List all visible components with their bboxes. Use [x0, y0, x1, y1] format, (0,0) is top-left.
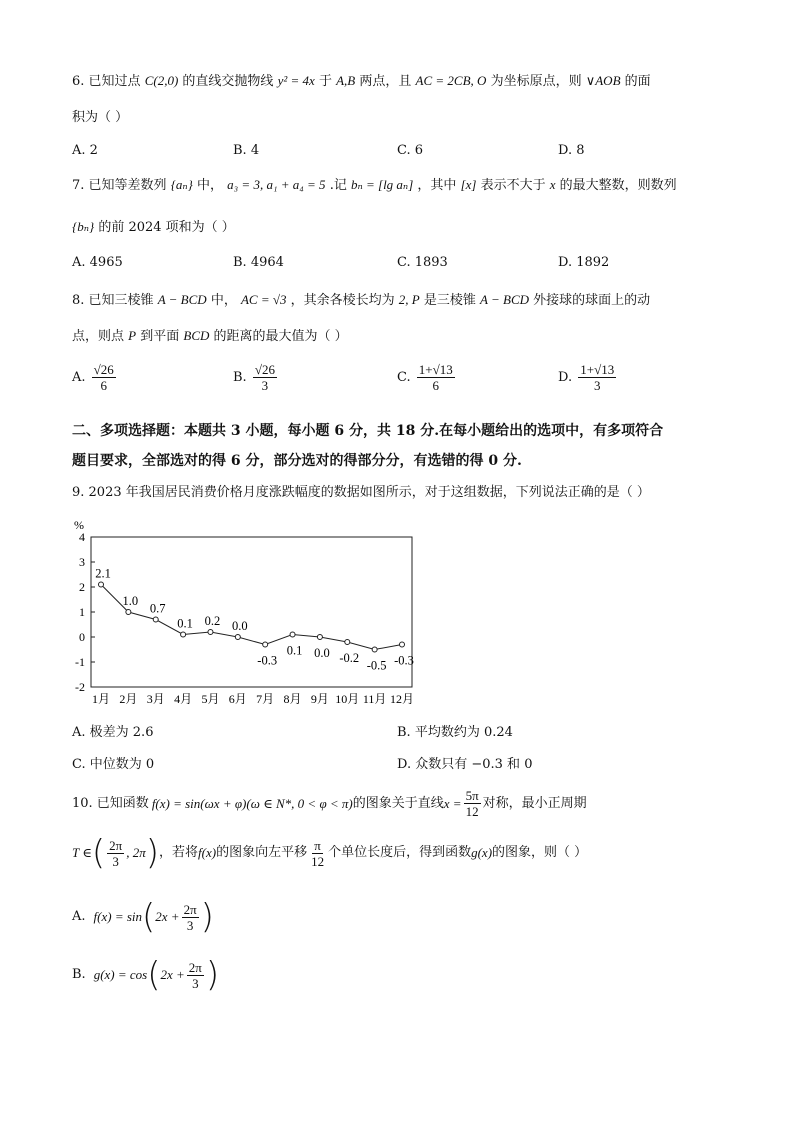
q10-text: 个单位长度后，得到函数 [328, 845, 472, 860]
q8-option-d [558, 362, 618, 393]
q8-point-p: P [128, 328, 137, 343]
q10-interval-end: , 2π [126, 845, 146, 860]
fraction [182, 902, 199, 933]
data-value-label: -0.3 [394, 653, 414, 668]
q7-line1 [72, 176, 677, 195]
denominator: 12 [311, 853, 325, 869]
q8-text: 点，则点 [72, 329, 125, 344]
data-value-label: 0.2 [204, 614, 221, 628]
q10-gx: g(x) [471, 845, 493, 860]
fraction [417, 362, 455, 393]
x-tick-label: 9月 [310, 692, 329, 706]
right-paren: ) [205, 955, 220, 995]
q7-text: 的最大整数，则数列 [559, 178, 677, 193]
x-tick-label: 5月 [201, 692, 220, 706]
data-point [153, 617, 158, 622]
data-value-label: 0.0 [314, 646, 330, 660]
q10-text: 的图象关于直线 [352, 795, 444, 811]
x-tick-label: 7月 [256, 692, 275, 706]
q7-sequence: {aₙ} [170, 177, 193, 192]
fraction [107, 838, 124, 869]
y-tick-label: 2 [79, 580, 85, 594]
denominator: 12 [465, 804, 479, 819]
numerator: 2π [188, 959, 202, 975]
option-label: D. [558, 370, 573, 385]
q7-text: 7. 已知等差数列 [72, 178, 167, 193]
q7-text: 表示不大于 [480, 178, 546, 193]
denominator: 3 [186, 917, 194, 933]
plot-frame [91, 537, 412, 687]
right-paren: ) [145, 833, 159, 873]
fraction [187, 960, 204, 991]
denominator: 6 [100, 378, 107, 393]
q6-text: 的直线交抛物线 [182, 74, 274, 89]
q6-line2: 积为（ ） [72, 110, 129, 125]
q10-axis-eq: x = [443, 795, 462, 811]
data-value-label: 2.1 [95, 566, 111, 581]
data-point [263, 642, 268, 647]
q6-line1 [72, 72, 651, 91]
option-expr: f(x) = sin [93, 909, 143, 924]
data-point [235, 635, 240, 640]
x-tick-label: 12月 [389, 692, 415, 706]
section2-heading-line2: 题目要求，全部选对的得 6 分，部分选对的得部分分，有选错的得 0 分. [72, 453, 522, 469]
data-value-label: 1.0 [122, 594, 139, 608]
data-point [99, 582, 104, 587]
q8-option-a [72, 362, 118, 393]
y-tick-label: 0 [79, 630, 85, 644]
data-value-labels [95, 567, 414, 673]
fraction [578, 362, 616, 393]
q6-points: A,B [336, 73, 356, 88]
x-tick-label: 10月 [335, 692, 360, 706]
q10-constraints: (ω ∈ N*, 0 < φ < π) [246, 795, 353, 811]
q8-line1 [72, 291, 650, 310]
fraction [92, 362, 116, 393]
data-value-label: -0.2 [339, 651, 360, 665]
q10-line2 [72, 833, 588, 873]
left-paren: ( [142, 897, 156, 937]
q10-line1 [72, 788, 587, 819]
q6-option-b: B. 4 [233, 143, 260, 158]
q6-text: 于 [318, 74, 332, 89]
option-label: C. [397, 370, 411, 385]
q8-tetrahedron: A − BCD [157, 292, 207, 307]
option-label: A. [72, 909, 86, 924]
numerator: 1+√13 [418, 362, 453, 377]
denominator: 3 [261, 378, 269, 393]
q9-line-chart [60, 512, 430, 712]
q8-text: 中， [210, 293, 237, 308]
q7-option-a: A. 4965 [72, 255, 123, 270]
fraction [464, 788, 481, 819]
q10-text: 对称，最小正周期 [482, 795, 587, 811]
x-tick-label: 3月 [146, 692, 165, 706]
y-tick-label: 3 [79, 555, 85, 569]
q6-option-c: C. 6 [397, 143, 424, 158]
q7-floor: [x] [460, 177, 477, 192]
q7-text: ，其中 [417, 178, 457, 193]
q8-line2 [72, 327, 348, 346]
q8-option-c [397, 362, 457, 393]
x-tick-label: 1月 [91, 692, 111, 706]
q8-text: 到平面 [140, 329, 180, 344]
q8-text: 的距离的最大值为（ ） [213, 329, 348, 344]
option-inner: 2x + [160, 967, 185, 982]
section2-heading-line1: 二、多项选择题：本题共 3 小题，每小题 6 分，共 18 分.在每小题给出的选项中，有多项符合 [72, 423, 664, 439]
q9-option-a: A. 极差为 2.6 [72, 725, 154, 740]
fraction [309, 838, 326, 869]
data-value-label: 0.1 [177, 616, 193, 631]
numerator: √26 [254, 362, 275, 377]
option-label: B. [72, 967, 86, 982]
data-point [126, 610, 131, 615]
numerator: 1+√13 [580, 362, 615, 377]
q9-option-d: D. 众数只有 −0.3 和 0 [397, 757, 533, 772]
q10-text: ，若将 [159, 845, 199, 860]
denominator: 3 [192, 975, 199, 991]
q7-option-b: B. 4964 [233, 255, 284, 270]
data-point [317, 635, 322, 640]
data-point [208, 630, 213, 635]
q7-text: 中， [197, 178, 224, 193]
x-tick-label: 2月 [119, 692, 138, 706]
data-value-label: 0.0 [232, 619, 248, 633]
q8-text: 8. 已知三棱锥 [72, 293, 154, 308]
q8-plane: BCD [183, 328, 210, 343]
q6-point-c: C(2,0) [144, 73, 179, 88]
option-expr: g(x) = cos [93, 967, 148, 982]
q9-option-b: B. 平均数约为 0.24 [397, 725, 513, 740]
q7-bn-seq: {bₙ} [72, 219, 95, 234]
y-tick-label: -1 [75, 655, 85, 669]
left-paren: ( [91, 833, 106, 873]
q8-length: 2, P [398, 292, 420, 307]
q9-stem: 9. 2023 年我国居民消费价格月度涨跌幅度的数据如图所示，对于这组数据，下列说法正确的是（ ） [72, 485, 650, 500]
data-point [290, 632, 295, 637]
q10-text: 10. 已知函数 [72, 795, 149, 811]
q10-option-a [72, 897, 214, 937]
left-paren: ( [147, 955, 161, 995]
q6-text: 的面 [624, 74, 651, 89]
fraction [253, 362, 277, 393]
denominator: 6 [432, 378, 439, 393]
q10-fx: f(x) [198, 845, 217, 860]
q6-vector-eq: AC = 2CB, O [415, 73, 487, 88]
x-axis-labels [92, 692, 414, 706]
q7-x: x [549, 177, 556, 192]
y-tick-label: 1 [79, 605, 85, 619]
data-point [181, 632, 186, 637]
option-inner: 2x + [155, 909, 180, 924]
numerator: √26 [93, 362, 114, 377]
q8-text: 外接球的球面上的动 [533, 293, 651, 308]
q7-option-c: C. 1893 [397, 255, 448, 270]
x-tick-label: 11月 [362, 692, 387, 706]
data-point [372, 647, 377, 652]
q6-triangle: ∨AOB [585, 73, 621, 88]
q7-line2 [72, 218, 235, 237]
q6-text: 6. 已知过点 [72, 74, 141, 89]
q8-tetrahedron: A − BCD [480, 292, 530, 307]
q7-text: .记 [329, 178, 347, 193]
q8-edge-ac: AC = √3 [240, 292, 287, 307]
y-tick-label: 4 [79, 530, 85, 544]
numerator: 2π [109, 837, 123, 853]
q10-function: f(x) = sin(ωx + φ) [151, 795, 247, 811]
data-value-label: 0.1 [286, 643, 303, 658]
series-line [101, 585, 402, 650]
q9-option-c: C. 中位数为 0 [72, 757, 155, 772]
right-paren: ) [200, 897, 214, 937]
q7-text: 的前 2024 项和为（ ） [98, 220, 235, 235]
q10-period: T ∈ [72, 845, 92, 860]
q10-option-b [72, 955, 220, 995]
y-axis-unit-label: % [74, 518, 84, 532]
q7-bn-def: bₙ = [lg aₙ] [350, 177, 414, 192]
q7-conditions: a₃ = 3, a₁ + a₄ = 5 [227, 177, 326, 192]
y-axis-ticks [75, 530, 95, 694]
data-value-label: -0.3 [257, 653, 278, 668]
numerator: 2π [183, 901, 197, 917]
data-value-label: -0.5 [366, 658, 387, 673]
denominator: 3 [593, 378, 601, 393]
data-value-label: 0.7 [149, 601, 166, 616]
numerator: 5π [465, 788, 479, 803]
y-tick-label: -2 [75, 680, 85, 694]
q10-text: 的图象向左平移 [216, 845, 308, 860]
denominator: 3 [112, 853, 119, 869]
q8-option-b [233, 362, 279, 393]
option-label: A. [72, 370, 86, 385]
q8-text: 是三棱锥 [423, 293, 476, 308]
data-point [400, 642, 405, 647]
numerator: π [314, 837, 321, 853]
q6-option-d: D. 8 [558, 143, 585, 158]
option-label: B. [233, 370, 247, 385]
q6-text: 为坐标原点，则 [490, 74, 582, 89]
x-tick-label: 6月 [228, 692, 247, 706]
x-tick-label: 4月 [174, 692, 193, 706]
q7-option-d: D. 1892 [558, 255, 610, 270]
x-tick-label: 8月 [283, 692, 302, 706]
q6-option-a: A. 2 [72, 143, 98, 158]
q8-text: ，其余各棱长均为 [290, 293, 395, 308]
data-points [99, 582, 405, 652]
q10-text: 的图象，则（ ） [492, 845, 588, 860]
q6-text: 两点，且 [359, 74, 412, 89]
data-point [345, 640, 350, 645]
q6-parabola: y² = 4x [277, 73, 315, 88]
